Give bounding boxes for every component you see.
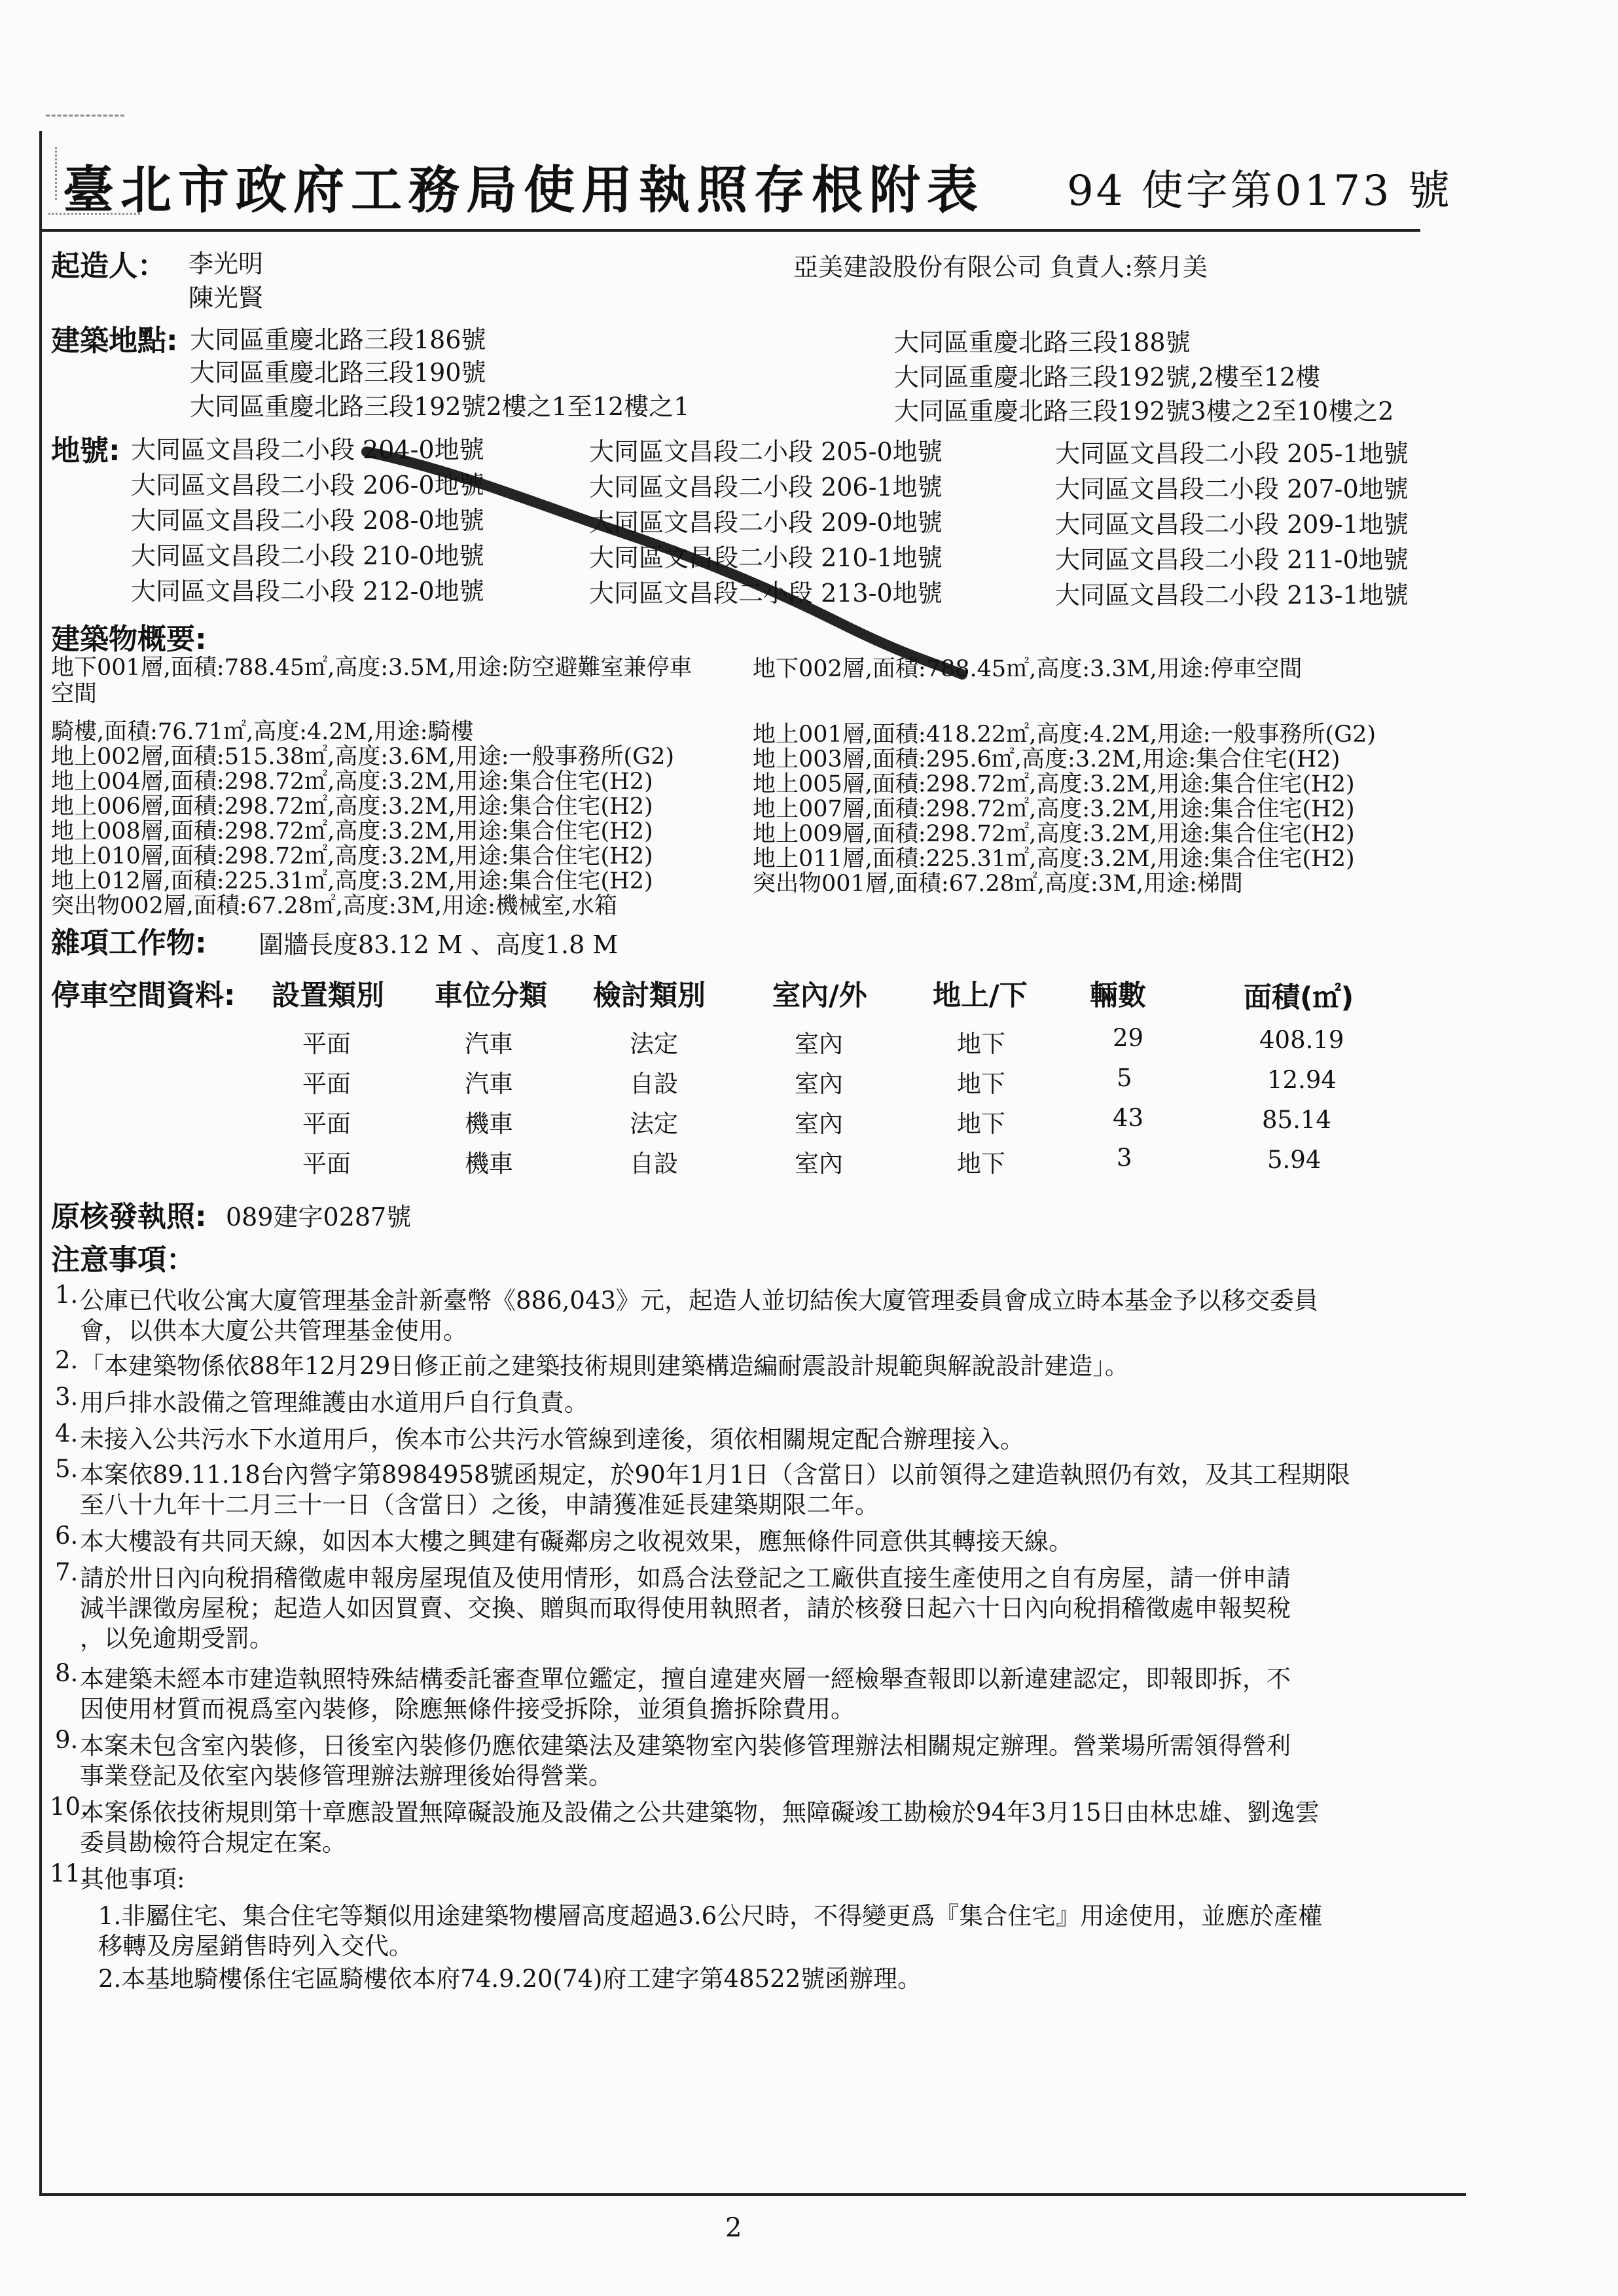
note-number: 8. (55, 1659, 79, 1687)
notes-label: 注意事項： (51, 1243, 195, 1277)
parking-cell: 室內 (795, 1150, 843, 1178)
parking-cell: 平面 (302, 1150, 351, 1178)
note-line: 本大樓設有共同天線，如因本大樓之興建有礙鄰房之收視效果，應無條件同意供其轉接天線。 (80, 1527, 1073, 1556)
frame-left-rule (39, 131, 42, 2193)
lot-number: 大同區文昌段二小段 206-1地號 (589, 473, 943, 501)
parking-cell: 法定 (630, 1030, 678, 1058)
lot-number: 大同區文昌段二小段 206-0地號 (131, 471, 484, 500)
lot-number: 大同區文昌段二小段 207-0地號 (1055, 475, 1409, 503)
parking-col-header: 地上/下 (933, 979, 1028, 1012)
note-line: 事業登記及依室內裝修管理辦法辦理後始得營業。 (80, 1762, 613, 1790)
sub-note-line: 2.本基地騎樓係住宅區騎樓依本府74.9.20(74)府工建字第48522號函辦理。 (98, 1965, 922, 1993)
document-title: 臺北市政府工務局使用執照存根附表 (63, 160, 985, 220)
note-line: 本案係依技術規則第十章應設置無障礙設施及設備之公共建築物，無障礙竣工勘檢於94年3月15日由林忠雄、劉逸雲 (80, 1798, 1320, 1827)
floor-right: 地上001層,面積:418.22㎡,高度:4.2M,用途:一般事務所(G2) (753, 721, 1376, 748)
basement-floor: 地下002層,面積:788.45㎡,高度:3.3M,用途:停車空間 (753, 656, 1303, 682)
floor-left: 地上012層,面積:225.31㎡,高度:3.2M,用途:集合住宅(H2) (51, 868, 653, 894)
parking-col-header: 室內/外 (772, 979, 867, 1012)
lot-number: 大同區文昌段二小段 213-1地號 (1055, 581, 1409, 610)
parking-cell: 自設 (630, 1070, 678, 1098)
site-address: 大同區重慶北路三段192號2樓之1至12樓之1 (190, 392, 690, 421)
lot-number: 大同區文昌段二小段 205-0地號 (589, 437, 943, 466)
parking-cell: 自設 (630, 1150, 678, 1178)
floor-right: 地上003層,面積:295.6㎡,高度:3.2M,用途:集合住宅(H2) (753, 746, 1340, 773)
parking-cell: 室內 (795, 1070, 843, 1098)
parking-cell: 室內 (795, 1110, 843, 1138)
note-line: 本案未包含室內裝修，日後室內裝修仍應依建築法及建築物室內裝修管理辦法相關規定辦理。營業場所需領得營利 (80, 1732, 1291, 1760)
parking-cell: 地下 (957, 1030, 1005, 1058)
note-line: 至八十九年十二月三十一日（含當日）之後，申請獲准延長建築期限二年。 (80, 1491, 879, 1519)
note-number: 4. (55, 1419, 79, 1448)
builder-label: 起造人： (51, 249, 166, 283)
basement-floor: 地下001層,面積:788.45㎡,高度:3.5M,用途:防空避難室兼停車 (51, 655, 692, 681)
parking-cell: 機車 (465, 1110, 513, 1138)
floor-right: 地上005層,面積:298.72㎡,高度:3.2M,用途:集合住宅(H2) (753, 771, 1355, 797)
note-line: 請於卅日內向稅捐稽徵處申報房屋現值及使用情形，如爲合法登記之工廠供直接生產使用之自有房屋，請一併申請 (80, 1564, 1291, 1592)
bottom-rule (39, 2193, 1466, 2196)
parking-cell: 地下 (957, 1070, 1005, 1098)
parking-cell: 機車 (465, 1150, 513, 1178)
lot-number: 大同區文昌段二小段 212-0地號 (131, 577, 484, 606)
floor-right: 地上007層,面積:298.72㎡,高度:3.2M,用途:集合住宅(H2) (753, 796, 1355, 822)
note-line: 會，以供本大廈公共管理基金使用。 (80, 1317, 467, 1345)
parking-cell: 85.14 (1262, 1106, 1331, 1134)
floor-left: 地上006層,面積:298.72㎡,高度:3.2M,用途:集合住宅(H2) (51, 793, 653, 820)
original-permit-value: 089建字0287號 (226, 1203, 412, 1231)
floor-right: 突出物001層,面積:67.28㎡,高度:3M,用途:梯間 (753, 871, 1243, 897)
parking-cell: 43 (1113, 1104, 1144, 1132)
parking-cell: 29 (1113, 1024, 1144, 1052)
page-number: 2 (725, 2213, 742, 2243)
site-address: 大同區重慶北路三段188號 (894, 328, 1191, 357)
note-number: 5. (55, 1455, 79, 1483)
parking-cell: 12.94 (1267, 1066, 1337, 1094)
parking-cell: 5.94 (1267, 1146, 1321, 1174)
note-number: 7. (55, 1558, 79, 1586)
floor-left: 突出物002層,面積:67.28㎡,高度:3M,用途:機械室,水箱 (51, 893, 617, 919)
parking-col-header: 車位分類 (435, 979, 547, 1012)
builder-company: 亞美建設股份有限公司 負責人:蔡月美 (793, 253, 1208, 282)
lot-label: 地號: (51, 434, 120, 467)
misc-works-value: 圍牆長度83.12 M 、高度1.8 M (259, 930, 619, 959)
parking-col-header: 面積(㎡) (1244, 981, 1354, 1014)
note-line: 「本建築物係依88年12月29日修正前之建築技術規則建築構造編耐震設計規範與解說設計建造」。 (80, 1352, 1129, 1380)
note-line: 減半課徵房屋稅；起造人如因買賣、交換、贈與而取得使用執照者，請於核發日起六十日內向稅捐稽徵處申報契稅 (80, 1594, 1291, 1622)
floor-left: 騎樓,面積:76.71㎡,高度:4.2M,用途:騎樓 (51, 719, 474, 745)
lot-number: 大同區文昌段二小段 208-0地號 (131, 506, 484, 535)
title-rule (39, 229, 1420, 232)
note-number: 10. (50, 1793, 88, 1821)
sub-note-line: 1.非屬住宅、集合住宅等類似用途建築物樓層高度超過3.6公尺時，不得變更爲『集合住宅』用途使用，並應於產權 (98, 1902, 1323, 1930)
floor-right: 地上011層,面積:225.31㎡,高度:3.2M,用途:集合住宅(H2) (753, 846, 1355, 872)
floor-left: 地上008層,面積:298.72㎡,高度:3.2M,用途:集合住宅(H2) (51, 818, 653, 845)
note-number: 6. (55, 1522, 79, 1550)
lot-number: 大同區文昌段二小段 209-0地號 (589, 508, 943, 537)
builder-name: 李光明 (189, 249, 264, 278)
parking-col-header: 設置類別 (272, 979, 384, 1012)
note-number: 1. (55, 1281, 79, 1309)
lot-number: 大同區文昌段二小段 205-1地號 (1055, 439, 1409, 468)
site-label: 建築地點: (51, 324, 178, 357)
builder-name: 陳光賢 (189, 283, 264, 312)
parking-cell: 地下 (957, 1110, 1005, 1138)
lot-number: 大同區文昌段二小段 209-1地號 (1055, 510, 1409, 539)
parking-cell: 汽車 (465, 1070, 513, 1098)
parking-col-header: 檢討類別 (593, 979, 706, 1012)
lot-number: 大同區文昌段二小段 213-0地號 (589, 579, 943, 608)
note-line: 未接入公共污水下水道用戶，俟本市公共污水管線到達後，須依相關規定配合辦理接入。 (80, 1425, 1024, 1453)
parking-cell: 平面 (302, 1030, 351, 1058)
site-address: 大同區重慶北路三段190號 (190, 358, 486, 387)
lot-number: 大同區文昌段二小段 210-1地號 (589, 543, 943, 572)
note-line: 公庫已代收公寓大廈管理基金計新臺幣《886,043》元，起造人並切結俟大廈管理委員會成立時本基金予以移交委員 (80, 1286, 1319, 1315)
note-line: 委員勘檢符合規定在案。 (80, 1829, 346, 1857)
note-line: 本建築未經本市建造執照特殊結構委託審查單位鑑定，擅自違建夾層一經檢舉查報即以新違建認定，即報即拆，不 (80, 1665, 1291, 1693)
floor-left: 地上002層,面積:515.38㎡,高度:3.6M,用途:一般事務所(G2) (51, 744, 675, 770)
floor-left: 地上004層,面積:298.72㎡,高度:3.2M,用途:集合住宅(H2) (51, 769, 653, 795)
original-permit-label: 原核發執照: (51, 1200, 207, 1233)
note-line: 因使用材質而視爲室內裝修，除應無條件接受拆除，並須負擔拆除費用。 (80, 1695, 855, 1723)
lot-number: 大同區文昌段二小段 210-0地號 (131, 541, 484, 570)
note-number: 9. (55, 1726, 79, 1754)
parking-col-header: 輛數 (1090, 979, 1146, 1012)
floor-left: 地上010層,面積:298.72㎡,高度:3.2M,用途:集合住宅(H2) (51, 843, 653, 869)
misc-works-label: 雜項工作物: (51, 926, 207, 960)
site-address: 大同區重慶北路三段192號3樓之2至10樓之2 (894, 397, 1394, 426)
parking-cell: 地下 (957, 1150, 1005, 1178)
note-line: 本案依89.11.18台內營字第8984958號函規定，於90年1月1日（含當日）以前領得之建造執照仍有效，及其工程期限 (80, 1461, 1350, 1489)
parking-cell: 平面 (302, 1110, 351, 1138)
parking-label: 停車空間資料: (51, 979, 236, 1012)
lot-number: 大同區文昌段二小段 211-0地號 (1055, 545, 1409, 574)
overview-label: 建築物概要: (51, 623, 207, 656)
note-number: 2. (55, 1346, 79, 1374)
note-line: ，以免逾期受罰。 (80, 1624, 274, 1652)
site-address: 大同區重慶北路三段186號 (190, 325, 486, 354)
parking-cell: 408.19 (1259, 1026, 1344, 1054)
note-line: 用戶排水設備之管理維護由水道用戶自行負責。 (80, 1389, 588, 1417)
lot-number: 大同區文昌段二小段 204-0地號 (131, 435, 484, 464)
permit-number: 94 使字第0173 號 (1067, 167, 1452, 215)
sub-note-line: 移轉及房屋銷售時列入交代。 (98, 1932, 413, 1960)
parking-cell: 5 (1117, 1064, 1132, 1092)
basement-floor-cont: 空間 (51, 681, 98, 707)
floor-right: 地上009層,面積:298.72㎡,高度:3.2M,用途:集合住宅(H2) (753, 821, 1355, 847)
parking-cell: 3 (1117, 1144, 1132, 1172)
parking-cell: 平面 (302, 1070, 351, 1098)
parking-cell: 法定 (630, 1110, 678, 1138)
parking-cell: 汽車 (465, 1030, 513, 1058)
note-number: 11. (50, 1859, 88, 1887)
note-number: 3. (55, 1383, 79, 1411)
parking-cell: 室內 (795, 1030, 843, 1058)
note-line: 其他事項: (80, 1865, 185, 1893)
site-address: 大同區重慶北路三段192號,2樓至12樓 (894, 363, 1321, 392)
